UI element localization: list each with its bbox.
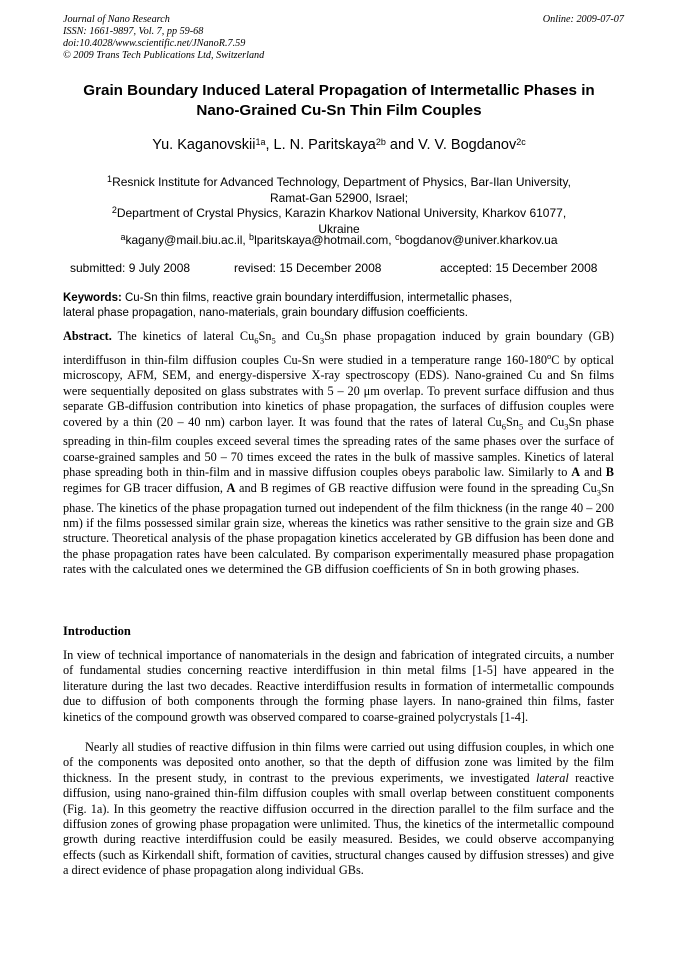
email-1-marker: a <box>120 232 126 242</box>
affiliation-1-line-1: Resnick Institute for Advanced Technology, Department of Physics, Bar-Ilan University, <box>112 175 571 189</box>
email-3-marker: c <box>394 232 400 242</box>
affiliation-2-marker: 2 <box>111 205 117 216</box>
keywords-line-2: lateral phase propagation, nano-materials, grain boundary diffusion coefficients. <box>63 306 468 319</box>
author-2-marker: 2b <box>375 137 386 147</box>
affiliation-1-line-2: Ramat-Gan 52900, Israel; <box>269 190 409 205</box>
affiliation-2 <box>60 206 618 222</box>
author-3-marker: 2c <box>516 137 526 147</box>
email-2[interactable]: lparitskaya@hotmail.com, <box>254 233 392 247</box>
subscript: 5 <box>518 421 524 432</box>
email-2-marker: b <box>249 232 255 242</box>
keywords-line-1: Cu-Sn thin films, reactive grain boundary interdiffusion, intermetallic phases, <box>125 292 513 304</box>
abstract-text: regimes for GB tracer diffusion, <box>63 480 227 495</box>
abstract-text: and <box>580 465 606 480</box>
online-date: Online: 2009-07-07 <box>542 14 624 25</box>
paper-title <box>40 81 638 121</box>
affiliation-1 <box>60 175 618 191</box>
introduction-paragraph-1: In view of technical importance of nanomaterials in the design and fabrication of integrated circuits, a number of fundamental studies concerning reactive interdiffusion in thin metal films [1-5] have appeared in the literature during the last two decades. Reactive interdiffusion results in formation of intermetallic compounds due to diffusion of both components through the forming phase layers. In nano-grained thin films, faster kinetics of the compound growth was observed compared to coarse-grained polycrystals [1-4]. <box>63 648 614 724</box>
abstract-text: and Cu <box>275 329 320 343</box>
accepted-date: accepted: 15 December 2008 <box>440 261 598 275</box>
affiliation-1-marker: 1 <box>107 174 113 184</box>
email-list <box>40 233 638 248</box>
abstract-label: Abstract. <box>63 329 112 343</box>
subscript: 6 <box>501 421 506 432</box>
author-3: V. V. Bogdanov <box>418 137 517 153</box>
journal-copyright: © 2009 Trans Tech Publications Ltd, Switzerland <box>63 50 265 61</box>
regime-a: A <box>226 480 236 495</box>
section-heading-introduction: Introduction <box>63 624 131 638</box>
abstract-text: Sn <box>258 329 272 343</box>
paragraph-text: reactive diffusion, using nano-grained thin-film diffusion couples with small overlap between constituent components (Fig. 1a). In this geometry the reactive diffusion occurred in the direction parallel to the film surface and the diffusion zones of growing phase propagation were unlimited. Thus, the kinetics of the intermetallic compound growth during reactive interdiffusion could be easily measured. Besides, we could observe accompanying effects (such as Kirkendall shift, formation of cavities, structural changes caused by diffusion stresses) and give a direct evidence of phase propagation along individual GBs. <box>63 770 615 878</box>
affiliation-2-line-1: Department of Crystal Physics, Karazin Kharkov National University, Kharkov 61077, <box>116 206 567 221</box>
paragraph-text: Nearly all studies of reactive diffusion in thin films were carried out using diffusion couples, in which one of the components was deposited onto another, so that the depth of diffusion zone was limited by the film thickness. In the present study, in contrast to the previous experiments, we investigated <box>63 740 614 785</box>
emphasis-lateral: lateral <box>535 770 569 785</box>
subscript: 3 <box>564 421 569 432</box>
author-1-marker: 1a <box>255 137 266 147</box>
email-1[interactable]: kagany@mail.biu.ac.il, <box>125 233 246 247</box>
journal-header <box>63 14 623 62</box>
subscript: 3 <box>319 335 325 346</box>
journal-doi[interactable]: doi:10.4028/www.scientific.net/JNanoR.7.59 <box>63 38 246 49</box>
abstract-text: Sn phase spreading in thin-film couples exceed several times the spreading rates of the same phases over the surface of coarse-grained samples and 50 – 70 times exceed the rates in the bulk of massive samples. Kinetics of lateral phase spreading both in thin-film and in massive diffusion couples obeys parabolic law. Similarly to <box>63 414 614 480</box>
keywords-label: Keywords: <box>63 292 122 304</box>
journal-name: Journal of Nano Research <box>63 14 170 25</box>
affiliation-2-line-2: Ukraine <box>318 221 360 236</box>
keywords <box>63 291 613 320</box>
author-1: Yu. Kaganovskii <box>152 137 256 153</box>
revised-date: revised: 15 December 2008 <box>234 261 382 275</box>
superscript: o <box>546 350 552 361</box>
title-line-2: Nano-Grained Cu-Sn Thin Film Couples <box>196 102 482 119</box>
abstract-text: C by optical microscopy, AFM, SEM, and energy-dispersive X-ray spectroscopy (EDS). Nano-grained Cu and Sn films were sequentially deposited on glass substrates with 5 – 20 μm overlap. To prevent surface diffusion and thus separate GB-diffusion contribution into kinetics of phase propagation, the surfaces of diffusion couples were covered by a thin (20 – 40 nm) carbon layer. It was found that the rates of lateral Cu <box>63 352 614 429</box>
abstract-text: and Cu <box>523 414 565 429</box>
abstract-text: Sn phase. The kinetics of the phase propagation turned out independent of the film thickness (in the range 40 – 200 nm) if the films possessed similar grain size, whereas the kinetics was rather sensitive to the grain size and GB structure. Theoretical analysis of the phase propagation kinetics accelerated by GB diffusion has been done and the phase propagation rates have been calculated. By comparison experimentally measured phase propagation rates with the calculated ones we determined the GB diffusion coefficients of Sn in both growing phases. <box>63 480 614 577</box>
regime-b: B <box>605 465 614 480</box>
abstract <box>63 329 614 578</box>
introduction-paragraph-2 <box>63 740 614 879</box>
affiliations <box>60 175 618 237</box>
abstract-text: The kinetics of lateral Cu <box>117 329 255 343</box>
email-3[interactable]: bogdanov@univer.kharkov.ua <box>399 233 558 247</box>
submitted-date: submitted: 9 July 2008 <box>70 261 191 275</box>
abstract-text: Sn phase propagation induced by grain boundary (GB) interdiffuson in thin-film diffusion couples Cu-Sn were studied in a temperature range 160-180 <box>63 329 614 367</box>
journal-issn: ISSN: 1661-9897, Vol. 7, pp 59-68 <box>63 26 204 37</box>
subscript: 6 <box>254 335 259 346</box>
author-list: Yu. Kaganovskii$^{1a}$, L. N. Paritskaya$^{2b}$ and V. V. Bogdanov$^{2c}$ <box>152 137 526 153</box>
regime-a: A <box>571 465 581 480</box>
subscript: 3 <box>596 487 601 498</box>
author-2: L. N. Paritskaya <box>273 137 376 153</box>
subscript: 5 <box>271 335 276 346</box>
abstract-text: and B regimes of GB reactive diffusion were found in the spreading Cu <box>235 480 597 495</box>
abstract-text: Sn <box>505 414 519 429</box>
title-line-1: Grain Boundary Induced Lateral Propagation of Intermetallic Phases in <box>83 82 595 99</box>
